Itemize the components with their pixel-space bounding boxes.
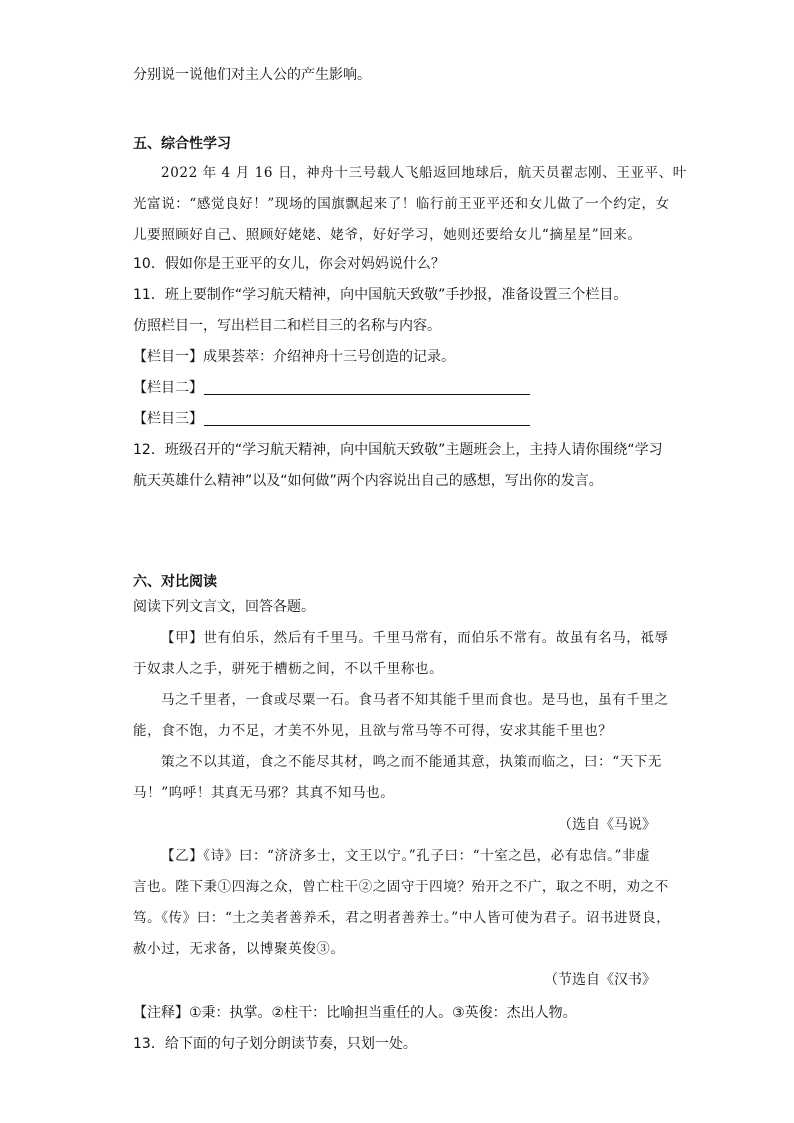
- question-10: 10．假如你是王亚平的女儿，你会对妈妈说什么？: [133, 256, 445, 272]
- section-5-heading: 五、综合性学习: [133, 136, 231, 152]
- column-2-row: [133, 378, 530, 398]
- question-11-instruction: 仿照栏目一，写出栏目二和栏目三的名称与内容。: [133, 318, 441, 334]
- column-1-example: 【栏目一】成果荟萃：介绍神舟十三号创造的记录。: [133, 349, 455, 365]
- column-2-answer-blank[interactable]: [204, 380, 530, 395]
- section-6-instruction: 阅读下列文言文，回答各题。: [133, 599, 315, 615]
- question-12-line: 航天英雄什么精神”以及“如何做”两个内容说出自己的感想，写出你的发言。: [133, 473, 603, 489]
- passage-line: 儿要照顾好自己、照顾好姥姥、姥爷，好好学习，她则还要给女儿“摘星星”回来。: [133, 227, 642, 243]
- yi-paragraph-line: 【乙】《诗》曰：“济济多士，文王以宁。”孔子曰：“十室之邑，必有忠信。”非虚: [161, 848, 651, 864]
- yi-paragraph-line: 赦小过，无求备，以博聚英俊③。: [133, 941, 345, 957]
- jia-paragraph-3-line: 马！”呜呼！其真无马邪？其真不知马也。: [133, 785, 395, 801]
- jia-paragraph-1-line: 【甲】世有伯乐，然后有千里马。千里马常有，而伯乐不常有。故虽有名马，祗辱: [161, 630, 669, 646]
- column-2-label: 【栏目二】: [133, 380, 203, 396]
- question-13: 13．给下面的句子划分朗读节奏，只划一处。: [133, 1036, 417, 1052]
- passage-line: 2022 年 4 月 16 日，神舟十三号载人飞船返回地球后，航天员翟志刚、王亚平、叶: [161, 165, 687, 181]
- jia-paragraph-3-line: 策之不以其道，食之不能尽其材，鸣之而不能通其意，执策而临之，曰：“天下无: [161, 754, 663, 770]
- jia-source: （选自《马说》: [558, 817, 656, 833]
- column-3-label: 【栏目三】: [133, 411, 203, 427]
- column-3-row: [133, 409, 530, 429]
- yi-source: （节选自《汉书》: [544, 972, 656, 988]
- section-6-heading: 六、对比阅读: [133, 574, 217, 590]
- yi-paragraph-line: 笃。《传》曰：“土之美者善养禾，君之明者善养士。”中人皆可使为君子。诏书进贤良，: [133, 910, 671, 926]
- jia-paragraph-1-line: 于奴隶人之手，骈死于槽枥之间，不以千里称也。: [133, 661, 444, 677]
- yi-paragraph-line: 言也。陛下秉①四海之众，曾亡柱干②之固守于四境？殆开之不广，取之不明，劝之不: [133, 879, 669, 895]
- column-3-answer-blank[interactable]: [204, 411, 530, 426]
- question-11: 11．班上要制作“学习航天精神，向中国航天致敬”手抄报，准备设置三个栏目。: [133, 287, 628, 303]
- jia-paragraph-2-line: 能，食不饱，力不足，才美不外见，且欲与常马等不可得，安求其能千里也？: [133, 723, 613, 739]
- question-12-line: 12．班级召开的“学习航天精神，向中国航天致敬”主题班会上，主持人请你围绕“学习: [133, 442, 663, 458]
- passage-line: 光富说：“感觉良好！”现场的国旗飘起来了！临行前王亚平还和女儿做了一个约定，女: [133, 196, 670, 212]
- jia-paragraph-2-line: 马之千里者，一食或尽粟一石。食马者不知其能千里而食也。是马也，虽有千里之: [161, 692, 669, 708]
- intro-tail-text: 分别说一说他们对主人公的产生影响。: [133, 67, 371, 83]
- annotation-notes: 【注释】①秉：执掌。②柱干：比喻担当重任的人。③英俊：杰出人物。: [133, 1005, 577, 1021]
